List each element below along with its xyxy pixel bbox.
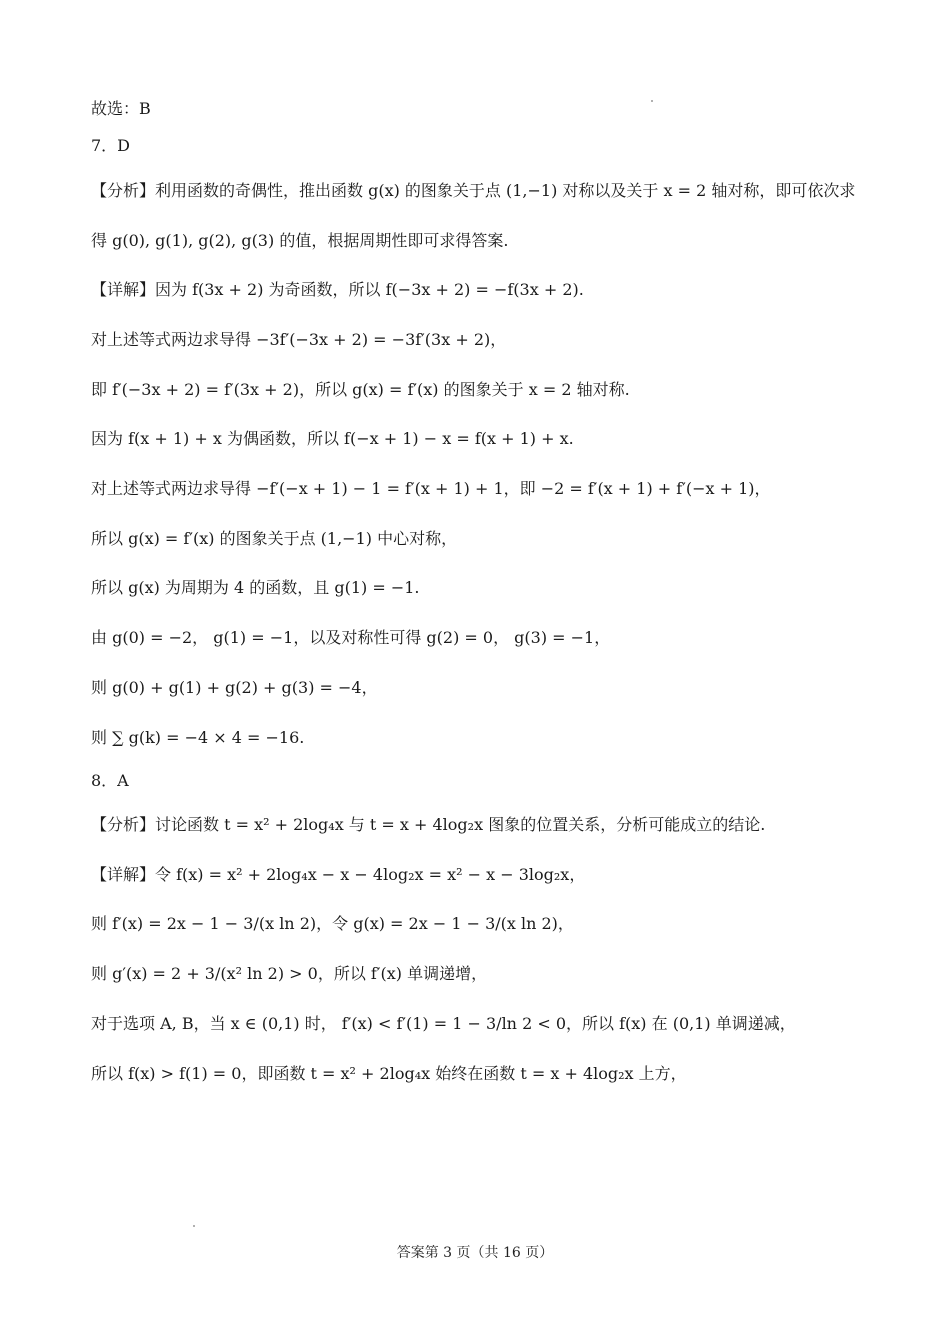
summation-line: 则 ∑ g(k) = −4 × 4 = −16. — [91, 728, 305, 747]
text-line: 则 g′(x) = 2 + 3/(x² ln 2) > 0，所以 f′(x) 单调递增， — [91, 964, 488, 983]
speck-mark — [193, 1225, 195, 1227]
page-footer: 答案第 3 页（共 16 页） — [396, 1245, 554, 1261]
text-line: 对上述等式两边求导得 −3f′(−3x + 2) = −3f′(3x + 2)， — [91, 330, 507, 349]
text-line: 故选：B — [91, 99, 151, 118]
text-line: 则 f′(x) = 2x − 1 − 3/(x ln 2)，令 g(x) = 2x − 1 − 3/(x ln 2)， — [91, 914, 574, 933]
speck-mark — [651, 100, 653, 102]
text-line: 因为 f(x + 1) + x 为偶函数，所以 f(−x + 1) − x = f(x + 1) + x. — [91, 429, 574, 448]
text-line: 得 g(0), g(1), g(2), g(3) 的值，根据周期性即可求得答案. — [91, 231, 509, 250]
question-number: 7．D — [91, 136, 131, 155]
question-number: 8．A — [91, 771, 129, 790]
text-line: 即 f′(−3x + 2) = f′(3x + 2)，所以 g(x) = f′(x) 的图象关于 x = 2 轴对称. — [91, 380, 630, 399]
text-line: 对于选项 A, B，当 x ∈ (0,1) 时， f′(x) < f′(1) = 1 − 3/ln 2 < 0，所以 f(x) 在 (0,1) 单调递减， — [91, 1014, 796, 1033]
text-line: 所以 f(x) > f(1) = 0，即函数 t = x² + 2log₄x 始终在函数 t = x + 4log₂x 上方， — [91, 1064, 687, 1083]
text-line: 所以 g(x) = f′(x) 的图象关于点 (1,−1) 中心对称， — [91, 529, 458, 548]
text-line: 由 g(0) = −2， g(1) = −1，以及对称性可得 g(2) = 0， g(3) = −1， — [91, 628, 611, 647]
text-line: 【分析】讨论函数 t = x² + 2log₄x 与 t = x + 4log₂x 图象的位置关系，分析可能成立的结论. — [91, 815, 766, 834]
text-line: 【分析】利用函数的奇偶性，推出函数 g(x) 的图象关于点 (1,−1) 对称以及关于 x = 2 轴对称，即可依次求 — [91, 181, 856, 200]
text-line: 所以 g(x) 为周期为 4 的函数，且 g(1) = −1. — [91, 578, 420, 597]
text-line: 则 g(0) + g(1) + g(2) + g(3) = −4， — [91, 678, 378, 697]
text-line: 对上述等式两边求导得 −f′(−x + 1) − 1 = f′(x + 1) + 1，即 −2 = f′(x + 1) + f′(−x + 1)， — [91, 479, 771, 498]
text-line: 【详解】因为 f(3x + 2) 为奇函数，所以 f(−3x + 2) = −f(3x + 2). — [91, 280, 584, 299]
text-line: 【详解】令 f(x) = x² + 2log₄x − x − 4log₂x = x² − x − 3log₂x， — [91, 865, 586, 884]
